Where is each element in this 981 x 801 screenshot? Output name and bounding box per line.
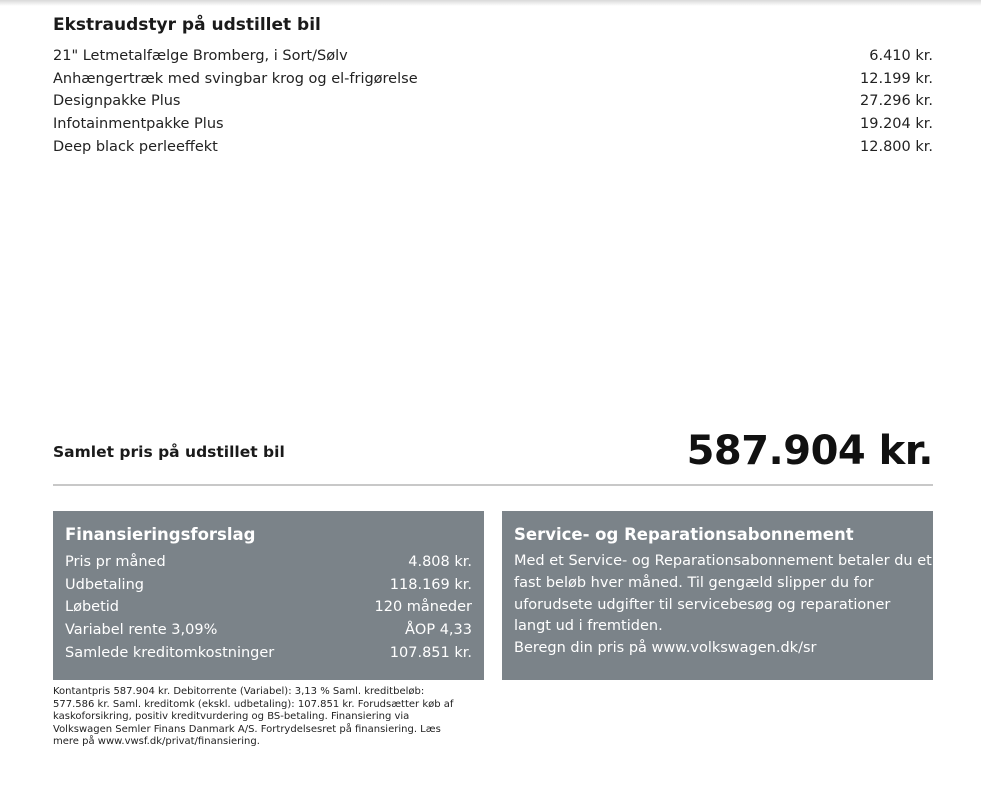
service-title: Service- og Reparationsabonnement	[514, 525, 854, 544]
finance-row	[65, 619, 472, 642]
finance-title: Finansieringsforslag	[65, 525, 256, 544]
extras-item-name: Anhængertræk med svingbar krog og el-frigørelse	[53, 70, 418, 87]
total-price-value: 587.904 kr.	[686, 428, 933, 474]
total-price-label: Samlet pris på udstillet bil	[53, 443, 285, 461]
service-description	[514, 551, 932, 660]
finance-row-label: Udbetaling	[65, 576, 144, 593]
finance-row-value: 4.808 kr.	[408, 554, 472, 570]
service-subscription-box	[502, 511, 933, 680]
extras-item-name: Deep black perleeffekt	[53, 138, 218, 155]
finance-row-value: 107.851 kr.	[389, 644, 472, 661]
extras-title: Ekstraudstyr på udstillet bil	[53, 15, 321, 35]
top-edge-shadow	[0, 0, 981, 6]
section-divider	[53, 484, 933, 486]
finance-row	[65, 596, 472, 619]
finance-row	[65, 642, 472, 665]
extras-row	[53, 68, 933, 91]
service-text-line: fast beløb hver måned. Til gengæld slipper du for	[514, 574, 874, 591]
finance-row-label: Variabel rente 3,09%	[65, 622, 218, 639]
extras-item-name: 21" Letmetalfælge Bromberg, i Sort/Sølv	[53, 48, 348, 64]
service-link-line[interactable]: Beregn din pris på www.volkswagen.dk/sr	[514, 640, 817, 657]
finance-row	[65, 574, 472, 597]
extras-row	[53, 113, 933, 136]
fine-print-line: 577.586 kr. Saml. kreditomk (ekskl. udbetaling): 107.851 kr. Forudsætter køb af	[53, 698, 454, 710]
extras-item-price: 6.410 kr.	[869, 48, 933, 64]
extras-item-name: Designpakke Plus	[53, 93, 181, 110]
extras-item-price: 19.204 kr.	[860, 116, 933, 133]
finance-row-label: Løbetid	[65, 599, 119, 616]
finance-row-label: Pris pr måned	[65, 554, 166, 570]
extras-item-price: 12.800 kr.	[860, 138, 933, 155]
extras-row	[53, 90, 933, 113]
extras-item-price: 12.199 kr.	[860, 70, 933, 87]
fine-print-line[interactable]: mere på www.vwsf.dk/privat/finansiering.	[53, 736, 260, 747]
finance-row-value: 118.169 kr.	[389, 576, 472, 593]
extras-item-price: 27.296 kr.	[860, 93, 933, 110]
finance-row	[65, 551, 472, 574]
fine-print-line: Kontantpris 587.904 kr. Debitorrente (Variabel): 3,13 % Saml. kreditbeløb:	[53, 686, 425, 697]
extras-row	[53, 136, 933, 159]
extras-row	[53, 45, 933, 68]
service-text-line: Med et Service- og Reparationsabonnement betaler du et	[514, 553, 932, 569]
finance-row-value: 120 måneder	[374, 599, 472, 616]
fine-print-line: kaskoforsikring, positiv kreditvurdering og BS-betaling. Finansiering via	[53, 711, 410, 722]
service-text-line: langt ud i fremtiden.	[514, 618, 663, 635]
finance-proposal-box	[53, 511, 484, 680]
finance-fine-print	[53, 686, 483, 749]
extras-item-name: Infotainmentpakke Plus	[53, 116, 224, 133]
finance-row-value: ÅOP 4,33	[405, 622, 472, 639]
service-text-line: uforudsete udgifter til servicebesøg og reparationer	[514, 596, 891, 613]
finance-row-label: Samlede kreditomkostninger	[65, 644, 275, 661]
fine-print-line: Volkswagen Semler Finans Danmark A/S. Fortrydelsesret på finansiering. Læs	[53, 723, 441, 735]
extras-list	[53, 45, 933, 158]
